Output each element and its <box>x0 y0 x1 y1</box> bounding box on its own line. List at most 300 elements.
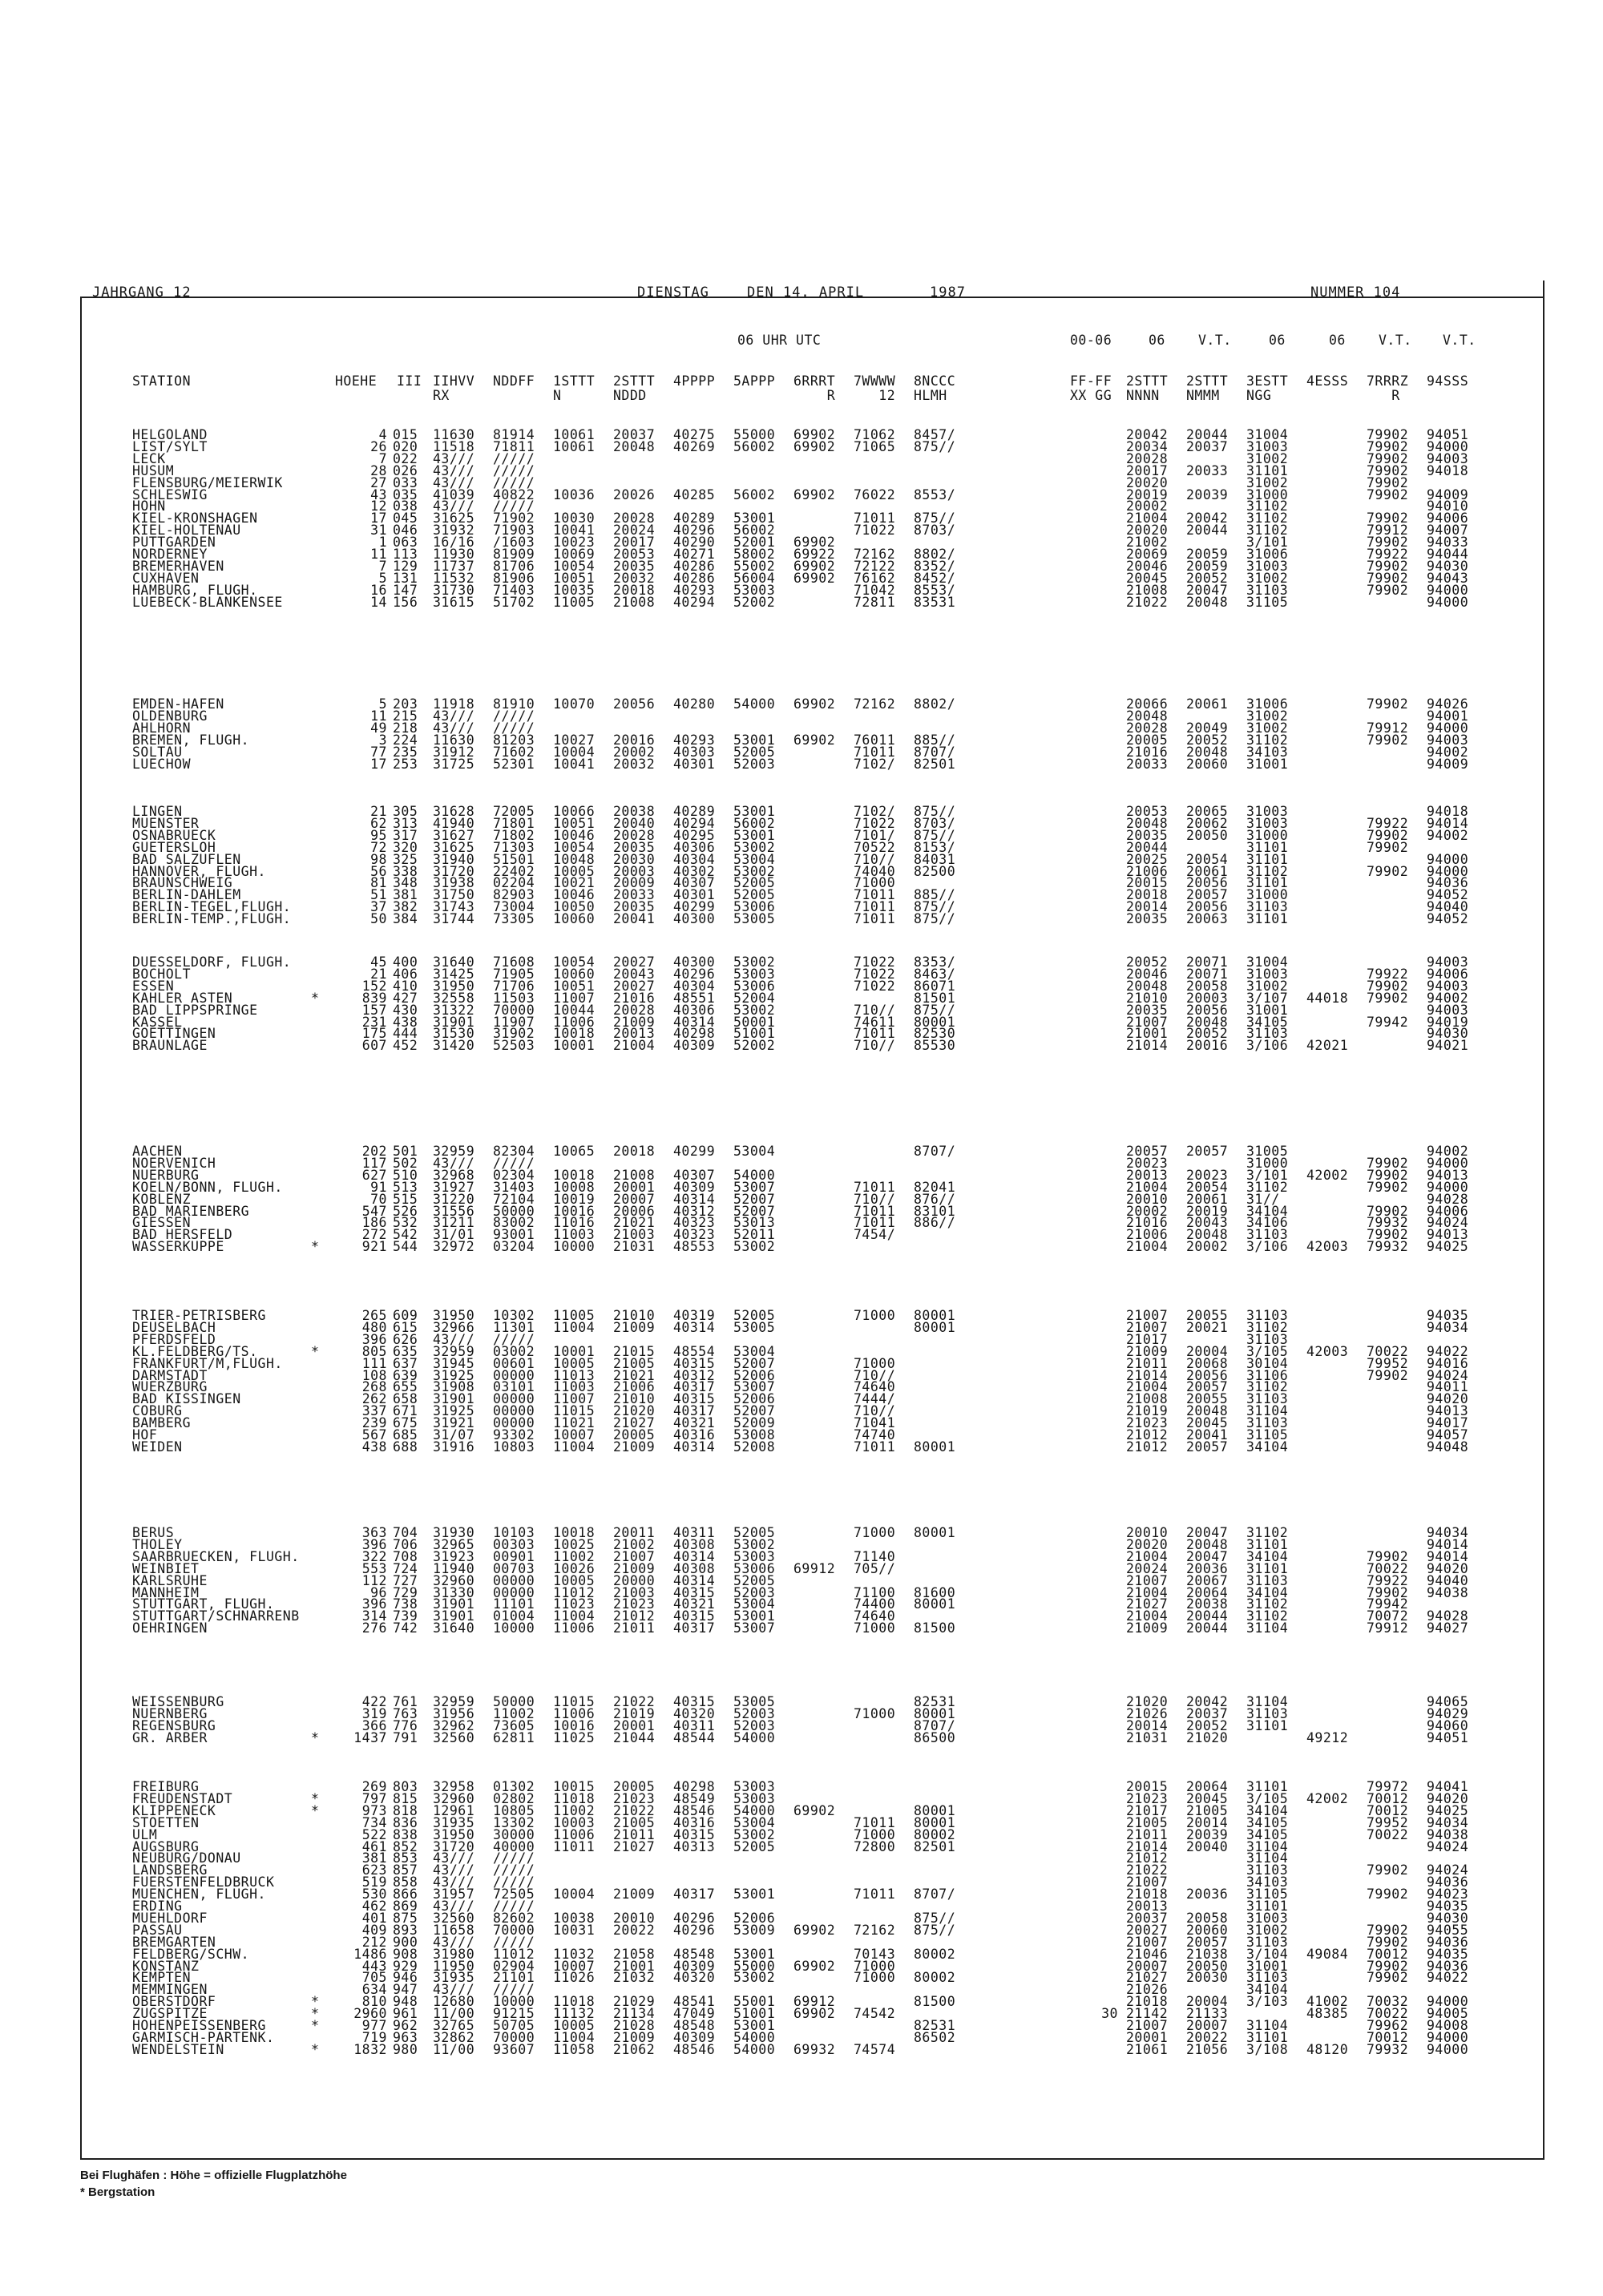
station-height: 396 <box>361 1536 387 1552</box>
iihvv-value: 31912 <box>433 744 475 760</box>
precip-group-7: 79902 <box>1367 570 1409 586</box>
ground-group-3: 30104 <box>1246 1355 1289 1371</box>
weather-group-7: 76011 <box>854 732 896 748</box>
station-height: 81 <box>370 875 387 891</box>
station-name: FRANKFURT/M,FLUGH. <box>132 1355 283 1371</box>
station-index: 501 <box>393 1144 418 1159</box>
sun-group-94: 94024 <box>1427 1862 1469 1878</box>
temp-group-2: 21028 <box>613 2018 656 2033</box>
station-index: 893 <box>393 1922 418 1938</box>
weather-group-7: 7102/ <box>854 804 896 819</box>
station-name: FREUDENSTADT <box>132 1790 233 1806</box>
precip-group-6: 69912 <box>793 1560 836 1576</box>
temp-group-1: 10026 <box>553 1560 596 1576</box>
temp-group-1: 10018 <box>553 1167 596 1183</box>
temp-group-2: 20003 <box>613 863 656 879</box>
tendency-group-5: 53003 <box>733 966 776 982</box>
station-index: 320 <box>393 839 418 855</box>
cloud-group-8: 80002 <box>914 1946 956 1962</box>
nddff-value: 50000 <box>493 1203 535 1219</box>
table-row <box>0 734 1603 747</box>
cloud-group-8: 8553/ <box>914 486 956 502</box>
temp-2-06: 20019 <box>1126 486 1169 502</box>
cloud-group-8: 82500 <box>914 863 956 879</box>
sun-group-94: 94000 <box>1427 2041 1469 2057</box>
temp-2-prev-day: 20057 <box>1186 1379 1229 1395</box>
pressure-group-4: 48551 <box>673 990 716 1006</box>
ground-group-3: 31103 <box>1246 1331 1289 1347</box>
temp-group-1: 11003 <box>553 1227 596 1243</box>
tendency-group-5: 53002 <box>733 839 776 855</box>
temp-2-06: 20013 <box>1126 1167 1169 1183</box>
station-height: 98 <box>370 851 387 867</box>
station-height: 921 <box>361 1239 387 1255</box>
table-row <box>0 1900 1603 1913</box>
temp-2-prev-day: 20030 <box>1186 1970 1229 1986</box>
tendency-group-5: 53002 <box>733 1970 776 1986</box>
station-name: ZUGSPITZE <box>132 2006 208 2022</box>
sun-group-94: 94014 <box>1427 1548 1469 1564</box>
col-header-iihvv: IIHVV RX <box>433 373 475 403</box>
tendency-group-5: 52003 <box>733 1584 776 1600</box>
station-height: 1832 <box>353 2041 387 2057</box>
nddff-value: /1603 <box>493 535 535 551</box>
col-header-station: STATION <box>132 373 192 389</box>
station-name: KASSEL <box>132 1014 183 1030</box>
sun-group-94: 94016 <box>1427 1355 1469 1371</box>
iihvv-value: 31628 <box>433 804 475 819</box>
nddff-value: 00000 <box>493 1367 535 1383</box>
pressure-group-4: 40315 <box>673 1355 716 1371</box>
temp-2-prev-day: 20060 <box>1186 756 1229 772</box>
temp-group-2: 21004 <box>613 1038 656 1054</box>
pressure-group-4: 40309 <box>673 1179 716 1195</box>
tendency-group-5: 53007 <box>733 1620 776 1636</box>
station-height: 719 <box>361 2029 387 2045</box>
temp-2-06: 20035 <box>1126 1002 1169 1018</box>
temp-group-2: 21010 <box>613 1308 656 1323</box>
station-height: 152 <box>361 978 387 994</box>
precip-group-6: 69902 <box>793 732 836 748</box>
tendency-group-5: 53002 <box>733 863 776 879</box>
temp-group-2: 21001 <box>613 1958 656 1974</box>
station-index: 338 <box>393 863 418 879</box>
station-index: 685 <box>393 1427 418 1443</box>
pressure-group-4: 40320 <box>673 1705 716 1721</box>
precip-group-6: 69902 <box>793 1922 836 1938</box>
cloud-group-8: 875// <box>914 827 956 843</box>
temp-2-06: 21020 <box>1126 1694 1169 1709</box>
station-index: 866 <box>393 1886 418 1903</box>
temp-group-2: 20018 <box>613 1144 656 1159</box>
temp-2-prev-day: 20016 <box>1186 1038 1229 1054</box>
table-row <box>0 486 1603 502</box>
weather-group-7: 71000 <box>854 1355 896 1371</box>
pressure-group-4: 40296 <box>673 966 716 982</box>
nddff-value: ///// <box>493 462 535 478</box>
cloud-group-8: 82041 <box>914 1179 956 1195</box>
nddff-value: 71608 <box>493 954 535 970</box>
tendency-group-5: 52003 <box>733 1705 776 1721</box>
iihvv-value: 32960 <box>433 1572 475 1588</box>
iihvv-value: 31927 <box>433 1179 475 1195</box>
station-index: 382 <box>393 899 418 915</box>
station-index: 929 <box>393 1958 418 1974</box>
station-name: MEMMINGEN <box>132 1982 208 1998</box>
nddff-value: 02802 <box>493 1790 535 1806</box>
station-index: 063 <box>393 535 418 551</box>
cloud-group-8: 86502 <box>914 2029 956 2045</box>
station-name: KARLSRUHE <box>132 1572 208 1588</box>
pressure-group-4: 40307 <box>673 1167 716 1183</box>
nddff-value: 01302 <box>493 1779 535 1794</box>
nddff-value: 71811 <box>493 438 535 454</box>
station-name: WUERZBURG <box>132 1379 208 1395</box>
cloud-group-8: 82501 <box>914 756 956 772</box>
station-height: 438 <box>361 1439 387 1455</box>
temp-2-06: 20014 <box>1126 899 1169 915</box>
tendency-group-5: 52005 <box>733 875 776 891</box>
station-index: 046 <box>393 523 418 539</box>
station-index: 253 <box>393 756 418 772</box>
precip-group-6: 69902 <box>793 2006 836 2022</box>
ground-group-3: 31002 <box>1246 708 1289 724</box>
temp-2-06: 20020 <box>1126 1536 1169 1552</box>
station-name: GARMISCH-PARTENK. <box>132 2029 275 2045</box>
pressure-group-4: 40300 <box>673 954 716 970</box>
station-height: 623 <box>361 1862 387 1878</box>
temp-group-1: 10041 <box>553 523 596 539</box>
weather-group-7: 7101/ <box>854 827 896 843</box>
temp-2-prev-day: 20048 <box>1186 594 1229 610</box>
temp-2-06: 20007 <box>1126 1958 1169 1974</box>
ground-group-3: 31003 <box>1246 815 1289 831</box>
ground-group-3: 31003 <box>1246 438 1289 454</box>
station-height: 461 <box>361 1838 387 1854</box>
station-index: 438 <box>393 1014 418 1030</box>
station-index: 637 <box>393 1355 418 1371</box>
station-index: 544 <box>393 1239 418 1255</box>
nddff-value: 73004 <box>493 899 535 915</box>
tendency-group-5: 53007 <box>733 1179 776 1195</box>
ground-group-3: 31103 <box>1246 582 1289 598</box>
iihvv-value: 11658 <box>433 1922 475 1938</box>
cloud-group-8: 8703/ <box>914 523 956 539</box>
precip-group-7: 79902 <box>1367 1227 1409 1243</box>
cloud-group-8: 80001 <box>914 1814 956 1830</box>
sun-group-94: 94038 <box>1427 1584 1469 1600</box>
temp-group-2: 20028 <box>613 1002 656 1018</box>
temp-2-prev-day: 20057 <box>1186 1439 1229 1455</box>
sun-group-94: 94020 <box>1427 1560 1469 1576</box>
station-height: 381 <box>361 1850 387 1866</box>
sun-group-94: 94013 <box>1427 1403 1469 1419</box>
station-index: 626 <box>393 1331 418 1347</box>
sun-group-94: 94018 <box>1427 462 1469 478</box>
station-name: MUEHLDORF <box>132 1910 208 1926</box>
tendency-group-5: 52005 <box>733 1308 776 1323</box>
tendency-group-5: 53005 <box>733 1319 776 1335</box>
ground-group-3: 31006 <box>1246 547 1289 562</box>
tendency-group-5: 50001 <box>733 1014 776 1030</box>
cloud-group-8: 8352/ <box>914 558 956 574</box>
table-row <box>0 710 1603 723</box>
temp-2-prev-day: 20045 <box>1186 1790 1229 1806</box>
temp-2-prev-day: 20036 <box>1186 1886 1229 1903</box>
temp-2-06: 21026 <box>1126 1705 1169 1721</box>
pressure-group-4: 40295 <box>673 827 716 843</box>
precip-group-7: 79902 <box>1367 1934 1409 1950</box>
station-height: 212 <box>361 1934 387 1950</box>
temp-group-1: 11004 <box>553 2029 596 2045</box>
station-name: ERDING <box>132 1899 183 1914</box>
iihvv-value: 31640 <box>433 954 475 970</box>
station-height: 112 <box>361 1572 387 1588</box>
iihvv-value: 31908 <box>433 1379 475 1395</box>
weather-group-7: 7444/ <box>854 1391 896 1407</box>
temp-group-2: 21010 <box>613 1391 656 1407</box>
ground-group-3: 31103 <box>1246 1026 1289 1042</box>
temp-group-1: 11007 <box>553 990 596 1006</box>
temp-group-2: 21029 <box>613 1994 656 2010</box>
station-index: 410 <box>393 978 418 994</box>
temp-group-2: 20028 <box>613 510 656 527</box>
temp-group-1: 10021 <box>553 875 596 891</box>
tendency-group-5: 52005 <box>733 1572 776 1588</box>
cloud-group-8: 8802/ <box>914 696 956 712</box>
pressure-group-4: 40285 <box>673 486 716 502</box>
precip-group-7: 79932 <box>1367 1239 1409 1255</box>
station-height: 77 <box>370 744 387 760</box>
sun-group-94: 94002 <box>1427 1144 1469 1159</box>
pressure-group-4: 40301 <box>673 756 716 772</box>
sun-group-94: 94013 <box>1427 1167 1469 1183</box>
cloud-group-8: 80001 <box>914 1439 956 1455</box>
station-index: 038 <box>393 498 418 514</box>
station-name: BERLIN-TEGEL,FLUGH. <box>132 899 292 915</box>
nddff-value: 93607 <box>493 2041 535 2057</box>
temp-2-prev-day: 20061 <box>1186 696 1229 712</box>
station-name: TRIER-PETRISBERG <box>132 1308 266 1323</box>
nddff-value: ///// <box>493 1862 535 1878</box>
precip-group-7: 70072 <box>1367 1608 1409 1624</box>
ground-group-3: 31101 <box>1246 1779 1289 1794</box>
temp-2-prev-day: 20071 <box>1186 954 1229 970</box>
iihvv-value: 31720 <box>433 1838 475 1854</box>
station-height: 805 <box>361 1343 387 1359</box>
nddff-value: 11907 <box>493 1014 535 1030</box>
station-name: MANNHEIM <box>132 1584 200 1600</box>
ground-group-3: 3/105 <box>1246 1343 1289 1359</box>
temp-group-2: 21058 <box>613 1946 656 1962</box>
pressure-group-4: 40309 <box>673 1958 716 1974</box>
iihvv-value: 31950 <box>433 1308 475 1323</box>
iihvv-value: 31938 <box>433 875 475 891</box>
temp-2-06: 20020 <box>1126 523 1169 539</box>
volume-label: JAHRGANG 12 <box>92 284 192 301</box>
sun-group-94: 94034 <box>1427 1525 1469 1540</box>
cloud-group-8: 8707/ <box>914 1144 956 1159</box>
sun-group-94: 94001 <box>1427 708 1469 724</box>
temp-2-06: 21022 <box>1126 1862 1169 1878</box>
weather-group-7: 71011 <box>854 1886 896 1903</box>
temp-group-1: 10015 <box>553 1779 596 1794</box>
temp-2-prev-day: 20050 <box>1186 827 1229 843</box>
temp-2-06: 21018 <box>1126 1994 1169 2010</box>
temp-2-prev-day: 21056 <box>1186 2041 1229 2057</box>
temp-2-prev-day: 20064 <box>1186 1584 1229 1600</box>
weather-group-7: 71000 <box>854 1970 896 1986</box>
tendency-group-5: 52007 <box>733 1191 776 1207</box>
temp-2-06: 21016 <box>1126 1215 1169 1231</box>
temp-2-06: 21007 <box>1126 1308 1169 1323</box>
station-height: 17 <box>370 756 387 772</box>
temp-2-06: 20057 <box>1126 1144 1169 1159</box>
weather-group-7: 74542 <box>854 2006 896 2022</box>
precip-group-7: 79972 <box>1367 1779 1409 1794</box>
station-name: BAD SALZUFLEN <box>132 851 241 867</box>
ground-group-3: 34104 <box>1246 1584 1289 1600</box>
ground-group-3: 31103 <box>1246 1391 1289 1407</box>
station-index: 908 <box>393 1946 418 1962</box>
weather-group-7: 71011 <box>854 899 896 915</box>
station-height: 276 <box>361 1620 387 1636</box>
tendency-group-5: 54000 <box>733 1802 776 1818</box>
nddff-value: 62811 <box>493 1729 535 1745</box>
pressure-group-4: 48553 <box>673 1239 716 1255</box>
precip-group-7: 70022 <box>1367 1826 1409 1842</box>
temp-2-06: 21010 <box>1126 990 1169 1006</box>
station-height: 268 <box>361 1379 387 1395</box>
pressure-group-4: 40280 <box>673 696 716 712</box>
iihvv-value: 16/16 <box>433 535 475 551</box>
weather-group-7: 710// <box>854 1403 896 1419</box>
temp-2-06: 21004 <box>1126 1239 1169 1255</box>
nddff-value: 31902 <box>493 1026 535 1042</box>
sun-group-94: 94002 <box>1427 827 1469 843</box>
temp-group-2: 20016 <box>613 732 656 748</box>
cloud-group-8: 885// <box>914 732 956 748</box>
temp-2-06: 21016 <box>1126 744 1169 760</box>
temp-group-1: 10048 <box>553 851 596 867</box>
station-height: 14 <box>370 594 387 610</box>
sun-group-94: 94024 <box>1427 1367 1469 1383</box>
ground-group-3: 31103 <box>1246 1705 1289 1721</box>
temp-2-prev-day: 20044 <box>1186 1608 1229 1624</box>
iihvv-value: 32558 <box>433 990 475 1006</box>
nddff-value: 70000 <box>493 2029 535 2045</box>
ground-group-3: 31002 <box>1246 450 1289 466</box>
cloud-group-8: 81500 <box>914 1994 956 2010</box>
precip-group-7: 70012 <box>1367 1790 1409 1806</box>
temp-2-prev-day: 20036 <box>1186 1560 1229 1576</box>
weather-group-7: 71000 <box>854 1308 896 1323</box>
temp-group-1: 11018 <box>553 1790 596 1806</box>
ground-group-3: 34104 <box>1246 1982 1289 1998</box>
temp-2-prev-day: 20057 <box>1186 887 1229 903</box>
temp-2-06: 21007 <box>1126 1572 1169 1588</box>
iihvv-value: 31730 <box>433 582 475 598</box>
station-index: 948 <box>393 1994 418 2010</box>
pressure-group-4: 48546 <box>673 1802 716 1818</box>
temp-2-prev-day: 20056 <box>1186 875 1229 891</box>
iihvv-value: 32958 <box>433 1779 475 1794</box>
sun-group-94: 94014 <box>1427 815 1469 831</box>
station-height: 91 <box>370 1179 387 1195</box>
station-name: LINGEN <box>132 804 183 819</box>
temp-2-prev-day: 20021 <box>1186 1319 1229 1335</box>
temp-group-2: 20035 <box>613 839 656 855</box>
station-name: NUERNBERG <box>132 1705 208 1721</box>
temp-group-2: 20002 <box>613 744 656 760</box>
tendency-group-5: 52005 <box>733 744 776 760</box>
sun-group-94: 94028 <box>1427 1191 1469 1207</box>
temp-group-1: 10061 <box>553 438 596 454</box>
temp-2-06: 21006 <box>1126 863 1169 879</box>
cloud-group-8: 82531 <box>914 1694 956 1709</box>
station-name: NORDERNEY <box>132 547 208 562</box>
station-name: BERLIN-TEMP.,FLUGH. <box>132 911 292 927</box>
temp-2-06: 21012 <box>1126 1439 1169 1455</box>
ground-group-3: 31102 <box>1246 1179 1289 1195</box>
iihvv-value: 31957 <box>433 1886 475 1903</box>
temp-group-1: 10036 <box>553 486 596 502</box>
temp-group-2: 20024 <box>613 523 656 539</box>
weather-group-7: 71022 <box>854 954 896 970</box>
ground-group-3: 31004 <box>1246 427 1289 442</box>
iihvv-value: 43/// <box>433 708 475 724</box>
nddff-value: 03204 <box>493 1239 535 1255</box>
temp-group-2: 20005 <box>613 1779 656 1794</box>
tendency-group-5: 53003 <box>733 582 776 598</box>
temp-2-06: 21012 <box>1126 1427 1169 1443</box>
iihvv-value: 41940 <box>433 815 475 831</box>
station-name: WASSERKUPPE <box>132 1239 224 1255</box>
pressure-group-4: 40294 <box>673 594 716 610</box>
pressure-group-4: 40303 <box>673 744 716 760</box>
sun-group-94: 94029 <box>1427 1705 1469 1721</box>
temp-2-06: 20028 <box>1126 720 1169 736</box>
station-name: EMDEN-HAFEN <box>132 696 224 712</box>
cloud-group-8: 81600 <box>914 1584 956 1600</box>
station-name: WEINBIET <box>132 1560 200 1576</box>
precip-group-7: 79902 <box>1367 1367 1409 1383</box>
station-index: 727 <box>393 1572 418 1588</box>
iihvv-value: 31901 <box>433 1391 475 1407</box>
temp-group-2: 21008 <box>613 594 656 610</box>
iihvv-value: 43/// <box>433 498 475 514</box>
station-index: 510 <box>393 1167 418 1183</box>
station-index: 427 <box>393 990 418 1006</box>
nddff-value: 00000 <box>493 1584 535 1600</box>
ground-group-3: 31103 <box>1246 1415 1289 1431</box>
nddff-value: 00000 <box>493 1403 535 1419</box>
weather-group-7: 710// <box>854 1367 896 1383</box>
pressure-group-4: 40299 <box>673 899 716 915</box>
sun-group-94: 94052 <box>1427 911 1469 927</box>
ground-group-3: 31104 <box>1246 1403 1289 1419</box>
temp-group-1: 10003 <box>553 1814 596 1830</box>
station-index: 761 <box>393 1694 418 1709</box>
temp-2-06: 20024 <box>1126 1560 1169 1576</box>
ground-group-3: 34105 <box>1246 1014 1289 1030</box>
temp-2-prev-day: 20052 <box>1186 732 1229 748</box>
temp-2-prev-day: 20039 <box>1186 1826 1229 1842</box>
station-height: 117 <box>361 1155 387 1171</box>
nddff-value: ///// <box>493 498 535 514</box>
precip-group-6: 69902 <box>793 438 836 454</box>
temp-group-1: 11026 <box>553 1970 596 1986</box>
